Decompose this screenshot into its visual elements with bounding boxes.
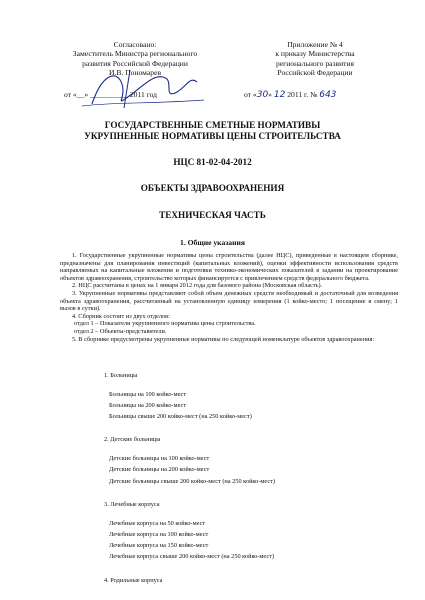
list-group-title: 2. Детские больницы (104, 436, 161, 444)
list-group (104, 436, 404, 488)
body-text (60, 252, 398, 343)
list-group (104, 501, 404, 565)
appendix-line: к приказу Министерства (275, 49, 355, 59)
list-group-items (104, 520, 404, 565)
appendix-line: Российской Федерации (277, 68, 353, 78)
paragraph: отдел 1 – Показатели укрупненного норматива цены строительства. (74, 320, 256, 328)
list-group (104, 577, 404, 585)
nomenclature-list (104, 372, 404, 595)
approval-signatory: И.В. Пономарев (108, 68, 162, 78)
appendix-number: 643 (319, 90, 337, 100)
appendix-date (244, 90, 336, 100)
appendix-date-mid: » (268, 90, 274, 99)
list-group-title: 4. Родильные корпуса (104, 576, 163, 584)
appendix-line: регионального развития (275, 58, 355, 68)
document-subject: ОБЪЕКТЫ ЗДРАВООХРАНЕНИЯ (140, 183, 285, 193)
list-item: Детские больницы на 200 койко-мест (109, 466, 210, 474)
list-group-items (104, 455, 404, 489)
approval-date: от «__» __________ 2011 год (64, 90, 158, 99)
appendix-month: 12 (273, 90, 286, 100)
list-group-items (104, 391, 404, 425)
document-code: НЦС 81-02-04-2012 (173, 157, 252, 167)
list-group (104, 372, 404, 424)
paragraph: отдел 2 – Объекты-представители. (74, 327, 167, 335)
paragraph: 5. В сборнике предусмотрены укрупненные нормативы по следующей номенклатуре объектов здравоохранения: (72, 335, 375, 343)
list-item: Больницы свыше 200 койко-мест (на 250 койко-мест) (109, 413, 252, 421)
appendix-line: Приложение № 4 (287, 40, 343, 49)
title-line-2: УКРУПНЕННЫЕ НОРМАТИВЫ ЦЕНЫ СТРОИТЕЛЬСТВА (84, 131, 341, 142)
document-title (0, 120, 425, 143)
list-item: Лечебные корпуса на 100 койко-мест (109, 530, 209, 538)
title-line-1: ГОСУДАРСТВЕННЫЕ СМЕТНЫЕ НОРМАТИВЫ (104, 120, 321, 130)
document-part: ТЕХНИЧЕСКАЯ ЧАСТЬ (159, 210, 266, 220)
approval-line: Заместитель Министра регионального (72, 49, 198, 59)
approval-line: развития Российской Федерации (82, 58, 188, 68)
list-item: Больницы на 100 койко-мест (109, 390, 187, 398)
list-group-title: 1. Больницы (104, 372, 138, 379)
appendix-date-prefix: от « (244, 90, 257, 99)
list-item: Лечебные корпуса на 50 койко-мест (109, 519, 206, 527)
paragraph: 1. Государственные укрупненные нормативы цены строительства (далее НЦС), приведенные в настоящем сборнике, предназначены для планирования инвестиций (капитальных вложений), оценки эффективности использования средств направляемых на капитальные вложения и подготовки технико-экономических показателей в задании на проектирование объектов здравоохранения, строительство которых финансируется с привлечением средств федерального бюджета. (60, 252, 398, 282)
list-item: Больницы на 200 койко-мест (109, 401, 187, 409)
list-item: Детские больницы на 100 койко-мест (109, 455, 210, 463)
section-heading: 1. Общие указания (180, 238, 245, 247)
handwritten-signature (72, 64, 212, 112)
paragraph: 2. НЦС рассчитаны в ценах на 1 января 2012 года для базового района (Московская область). (72, 282, 323, 290)
appendix-date-year: 2011 г. № (285, 90, 320, 99)
approval-line: Согласовано: (113, 40, 157, 49)
appendix-day: 30 (256, 90, 269, 100)
appendix-block (250, 40, 380, 78)
list-item: Лечебные корпуса на 150 койко-мест (109, 542, 209, 550)
paragraph: 3. Укрупненные нормативы представляют собой объем денежных средств необходимый и достаточный для возведения объекта здравоохранения, рассчитанный на установленную единицу измерения (1 койко-место; 1 посещение в смену; 1 вызов в сутки). (60, 289, 398, 313)
list-item: Лечебные корпуса свыше 200 койко-мест (на 250 койко-мест) (109, 553, 275, 561)
approval-date-suffix: » __________ 2011 год (84, 90, 158, 99)
approval-date-prefix: от « (64, 90, 77, 99)
paragraph: 4. Сборник состоит из двух отделов: (72, 312, 170, 320)
list-group-title: 3. Лечебные корпуса (104, 500, 160, 508)
list-item: Детские больницы свыше 200 койко-мест (на 250 койко-мест) (109, 477, 275, 485)
